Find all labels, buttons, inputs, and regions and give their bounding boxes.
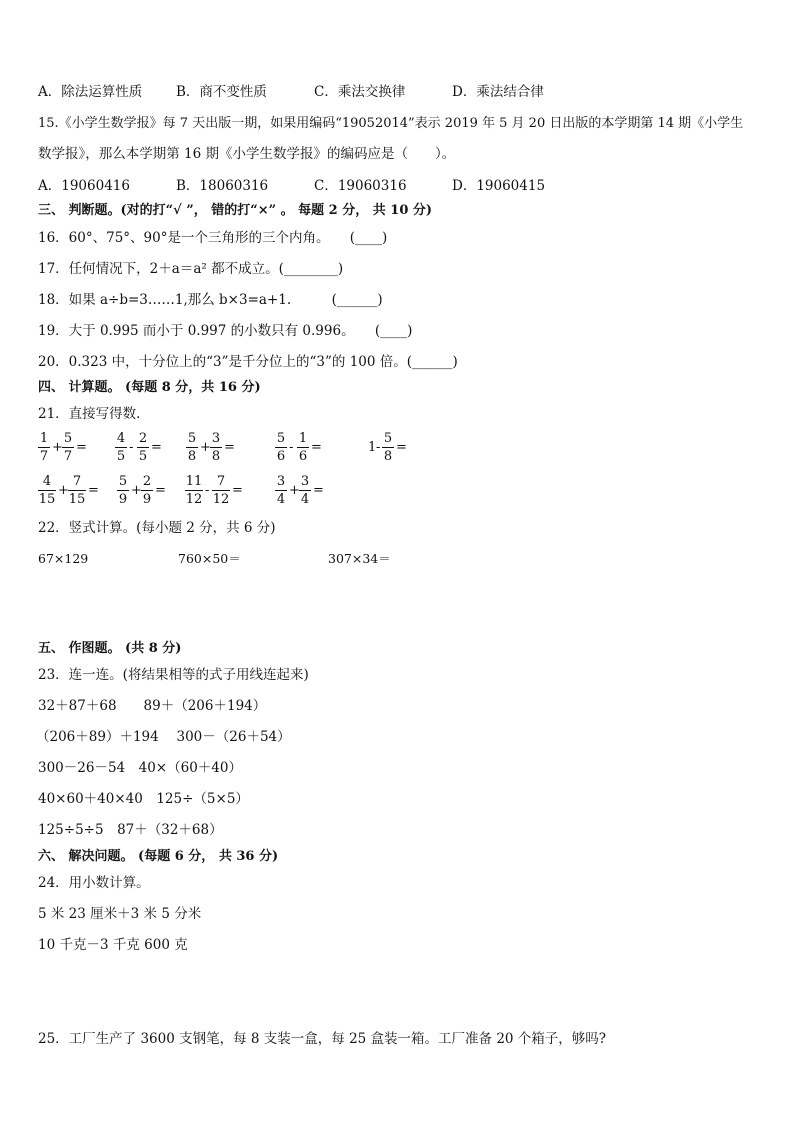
operator: - <box>376 440 381 455</box>
equals-sign: = <box>76 440 87 455</box>
q24: 24．用小数计算。 <box>38 875 150 891</box>
section3-title: 三、 判断题。(对的打“√ ”， 错的打“×” 。 每题 2 分， 共 10 分) <box>38 203 433 218</box>
q22-item-2: 760×50＝ <box>178 551 241 566</box>
equals-sign: = <box>396 440 407 455</box>
q15-option-c: C．19060316 <box>314 178 407 194</box>
q17: 17．任何情况下，2＋a＝a² 都不成立。(________) <box>38 261 344 277</box>
q23-pair-4: 40×60＋40×40 125÷（5×5） <box>38 791 249 807</box>
q25: 25．工厂生产了 3600 支钢笔，每 8 支装一盒，每 25 盒装一箱。工厂准备 20 个箱子，够吗? <box>38 1031 607 1047</box>
operator: + <box>58 483 69 498</box>
q22-item-3: 307×34＝ <box>328 551 391 566</box>
q14-option-a: A．除法运算性质 <box>38 84 143 100</box>
q23-pair-1: 32＋87＋68 89＋（206＋194） <box>38 698 267 714</box>
operator: - <box>289 440 294 455</box>
operator: + <box>289 483 300 498</box>
fraction: 5 8 <box>383 431 393 464</box>
fraction: 7 12 <box>212 474 230 507</box>
equals-sign: = <box>232 483 243 498</box>
equals-sign: = <box>311 440 322 455</box>
q22: 22．竖式计算。(每小题 2 分，共 6 分) <box>38 520 276 536</box>
fraction: 5 7 <box>63 431 73 464</box>
fraction: 5 8 <box>187 431 197 464</box>
q14-option-c: C．乘法交换律 <box>314 84 406 100</box>
fraction: 2 5 <box>138 431 148 464</box>
operator: - <box>205 483 210 498</box>
fraction: 7 15 <box>68 474 86 507</box>
q23-pair-5: 125÷5÷5 87＋（32＋68） <box>38 822 223 838</box>
q18: 18．如果 a÷b=3……1,那么 b×3=a+1. (______) <box>38 292 383 308</box>
q15-text-line1: 15.《小学生数学报》每 7 天出版一期，如果用编码“19052014”表示 2019 年 5 月 20 日出版的本学期第 14 期《小学生 <box>38 116 744 131</box>
q22-item-1: 67×129 <box>38 551 89 566</box>
operator: - <box>129 440 134 455</box>
section4-title: 四、 计算题。 (每题 8 分，共 16 分) <box>38 380 261 395</box>
equals-sign: = <box>155 483 166 498</box>
fraction: 3 4 <box>300 474 310 507</box>
q23-pair-3: 300－26－54 40×（60＋40） <box>38 760 242 776</box>
q24-item-2: 10 千克－3 千克 600 克 <box>38 937 188 953</box>
equals-sign: = <box>224 440 235 455</box>
fraction: 11 12 <box>185 474 203 507</box>
q15-option-a: A．19060416 <box>38 178 130 194</box>
fraction: 3 4 <box>276 474 286 507</box>
q14-option-d: D．乘法结合律 <box>452 84 544 100</box>
q14-option-b: B．商不变性质 <box>176 84 267 100</box>
q15-option-b: B．18060316 <box>176 178 269 194</box>
q16: 16．60°、75°、90°是一个三角形的三个内角。 (____) <box>38 230 388 246</box>
fraction: 4 5 <box>116 431 126 464</box>
section5-title: 五、 作图题。 (共 8 分) <box>38 641 182 656</box>
operator: + <box>131 483 142 498</box>
whole-number: 1 <box>368 440 377 455</box>
equals-sign: = <box>313 483 324 498</box>
q19: 19．大于 0.995 而小于 0.997 的小数只有 0.996。 (____) <box>38 323 413 339</box>
q15-option-d: D．19060415 <box>452 178 546 194</box>
fraction: 1 6 <box>298 431 308 464</box>
fraction: 1 7 <box>39 431 49 464</box>
equals-sign: = <box>88 483 99 498</box>
operator: + <box>52 440 63 455</box>
fraction: 3 8 <box>211 431 221 464</box>
fraction: 5 6 <box>276 431 286 464</box>
q23: 23．连一连。(将结果相等的式子用线连起来) <box>38 667 309 683</box>
fraction: 4 15 <box>38 474 56 507</box>
equals-sign: = <box>151 440 162 455</box>
q15-text-line2: 数学报》，那么本学期第 16 期《小学生数学报》的编码应是（ ）。 <box>38 146 456 162</box>
fraction: 5 9 <box>118 474 128 507</box>
q21: 21．直接写得数． <box>38 406 150 422</box>
fraction: 2 9 <box>142 474 152 507</box>
section6-title: 六、 解决问题。 (每题 6 分， 共 36 分) <box>38 849 279 864</box>
q20: 20．0.323 中，十分位上的“3”是千分位上的“3”的 100 倍。(______) <box>38 354 458 370</box>
q24-item-1: 5 米 23 厘米＋3 米 5 分米 <box>38 906 202 922</box>
operator: + <box>200 440 211 455</box>
q23-pair-2: （206＋89）＋194 300－（26＋54） <box>36 729 291 745</box>
